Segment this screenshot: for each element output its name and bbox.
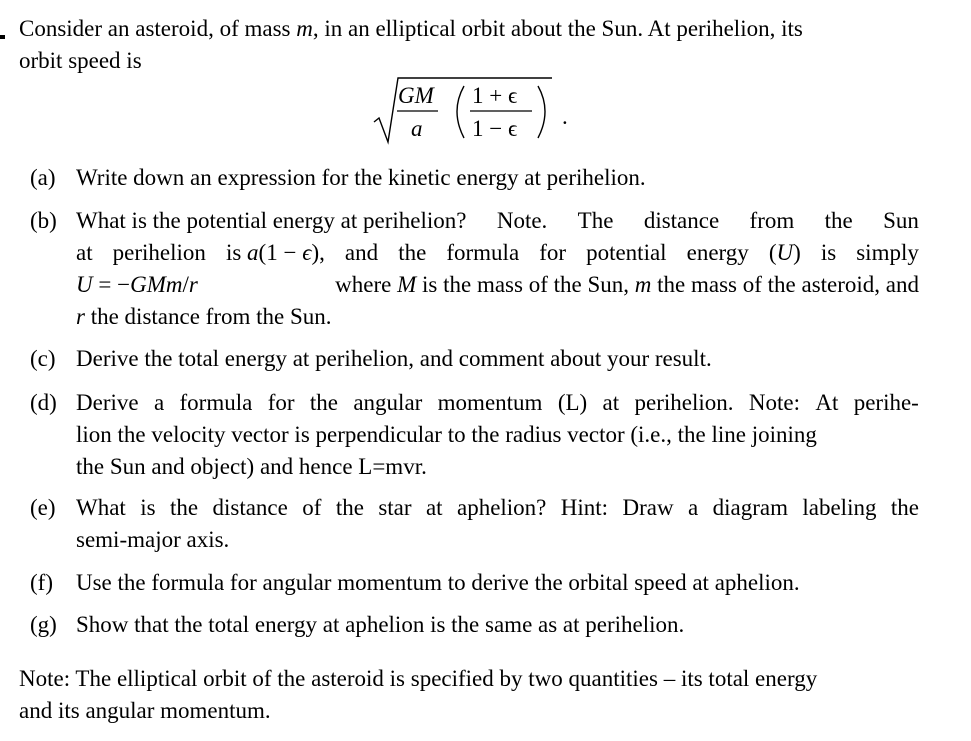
item-line: at perihelion is a(1 − ϵ), and the formula for potential energy (U) is simply [76,240,919,265]
left-paren [457,86,464,138]
intro-line-2: orbit speed is [19,48,142,73]
item-line: Show that the total energy at aphelion is the same as at perihelion. [76,612,685,637]
item-line: Write down an expression for the kinetic energy at perihelion. [76,165,646,190]
item-label: (g) [30,612,57,637]
item-label: (f) [30,570,53,595]
intro-line-1: Consider an asteroid, of mass m, in an elliptical orbit about the Sun. At perihelion, its [19,16,803,41]
item-body [76,205,919,333]
formula-denominator: 1 − ϵ [472,116,518,141]
item-line: What is the distance of the star at aphelion? Hint: Draw a diagram labeling the [76,495,919,520]
item-label: (e) [30,495,56,520]
formula-period: . [562,104,568,129]
item-line: r the distance from the Sun. [76,304,332,329]
item-label: (d) [30,390,57,415]
closing-note [19,663,920,727]
note-line-2: and its angular momentum. [19,698,271,723]
orbit-speed-formula [370,76,580,146]
formula-numerator: 1 + ϵ [472,83,518,108]
item-line: semi-major axis. [76,527,230,552]
item-line: lion the velocity vector is perpendicular to the radius vector (i.e., the line joining [76,422,817,447]
item-body [76,387,919,483]
item-line: U = −GMm/r where M is the mass of the Sun, m the mass of the asteroid, and [76,272,919,297]
item-body [76,492,919,556]
item-line: the Sun and object) and hence L=mvr. [76,454,427,479]
item-body [76,162,919,194]
item-label: (c) [30,346,56,371]
item-label: (b) [30,208,57,233]
item-line: Use the formula for angular momentum to derive the orbital speed at aphelion. [76,570,800,595]
formula-a: a [411,116,423,141]
item-line: Derive the total energy at perihelion, and comment about your result. [76,346,712,371]
formula-gm: GM [398,83,434,108]
item-line: Derive a formula for the angular momentum (L) at perihelion. Note: At perihe- [76,390,919,415]
item-line: What is the potential energy at perihelion? Note. The distance from the Sun [76,208,919,233]
item-body [76,343,919,375]
right-paren [538,86,545,138]
item-body [76,609,919,641]
item-body [76,567,919,599]
item-label: (a) [30,165,56,190]
note-line-1: Note: The elliptical orbit of the asteroid is specified by two quantities – its total energy [19,666,818,691]
